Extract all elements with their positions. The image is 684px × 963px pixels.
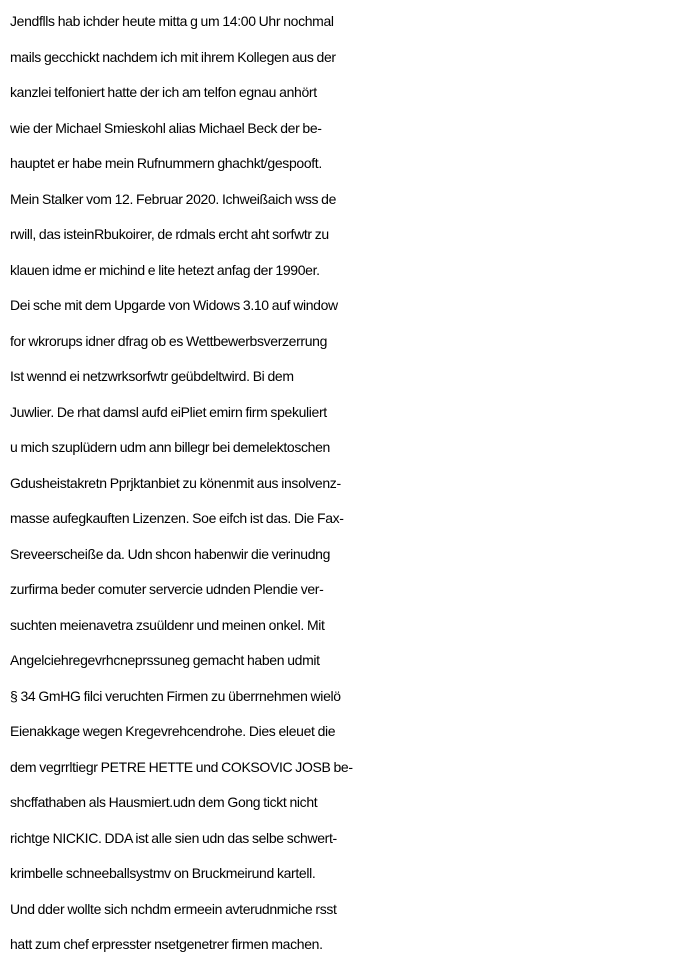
text-line: Ist wennd ei netzwrksorfwtr geübdeltwird. Bi dem	[10, 368, 294, 384]
text-line: Jendflls hab ichder heute mitta g um 14:00 Uhr nochmal	[10, 13, 334, 29]
body-text	[10, 4, 680, 963]
text-line: for wkrorups idner dfrag ob es Wettbewerbsverzerrung	[10, 332, 328, 349]
text-line: richtge NICKIC. DDA ist alle sien udn das selbe schwert-	[10, 829, 337, 846]
text-line: u mich szuplüdern udm ann billegr bei demelektoschen	[10, 439, 330, 455]
text-line: Eienakkage wegen Kregevrehcendrohe. Dies eleuet die	[10, 723, 336, 739]
text-line: zurfirma beder comuter servercie udnden Plendie ver-	[10, 581, 324, 597]
text-line: hatt zum chef erpresster nsetgenetrer firmen machen.	[10, 936, 323, 952]
text-line: kanzlei telfoniert hatte der ich am telfon egnau anhört	[10, 84, 317, 100]
text-line: klauen idme er michind e lite hetezt anfag der 1990er.	[10, 261, 320, 278]
text-line: krimbelle schneeballsystmv on Bruckmeirund kartell.	[10, 865, 316, 881]
text-line: suchten meienavetra zsuüldenr und meinen onkel. Mit	[10, 616, 325, 633]
text-line: Dei sche mit dem Upgarde von Widows 3.10 auf window	[10, 297, 338, 313]
text-line: dem vegrrltiegr PETRE HETTE und COKSOVIC JOSB be-	[10, 758, 353, 775]
text-line: Mein Stalker vom 12. Februar 2020. Ichweißaich wss de	[10, 190, 337, 207]
text-line: shcffathaben als Hausmiert.udn dem Gong tickt nicht	[10, 794, 318, 810]
text-line: Sreveerscheiße da. Udn shcon habenwir die verinudng	[10, 545, 331, 562]
text-line: masse aufegkauften Lizenzen. Soe eifch ist das. Die Fax-	[10, 510, 344, 526]
text-line: hauptet er habe mein Rufnummern ghachkt/gespooft.	[10, 155, 322, 171]
text-line: § 34 GmHG filci veruchten Firmen zu überrnehmen wielö	[10, 687, 341, 704]
text-line: mails gecchickt nachdem ich mit ihrem Kollegen aus der	[10, 48, 336, 65]
text-line: Angelciehregevrhcneprssuneg gemacht haben udmit	[10, 652, 320, 668]
text-line: Und dder wollte sich nchdm ermeein avterudnmiche rsst	[10, 900, 337, 917]
text-line: Juwlier. De rhat damsl aufd eiPliet emirn firm spekuliert	[10, 403, 327, 420]
text-line: rwill, das isteinRbukoirer, de rdmals ercht aht sorfwtr zu	[10, 226, 329, 242]
text-line: wie der Michael Smieskohl alias Michael Beck der be-	[10, 119, 322, 136]
text-line: Gdusheistakretn Pprjktanbiet zu könenmit aus insolvenz-	[10, 474, 341, 491]
